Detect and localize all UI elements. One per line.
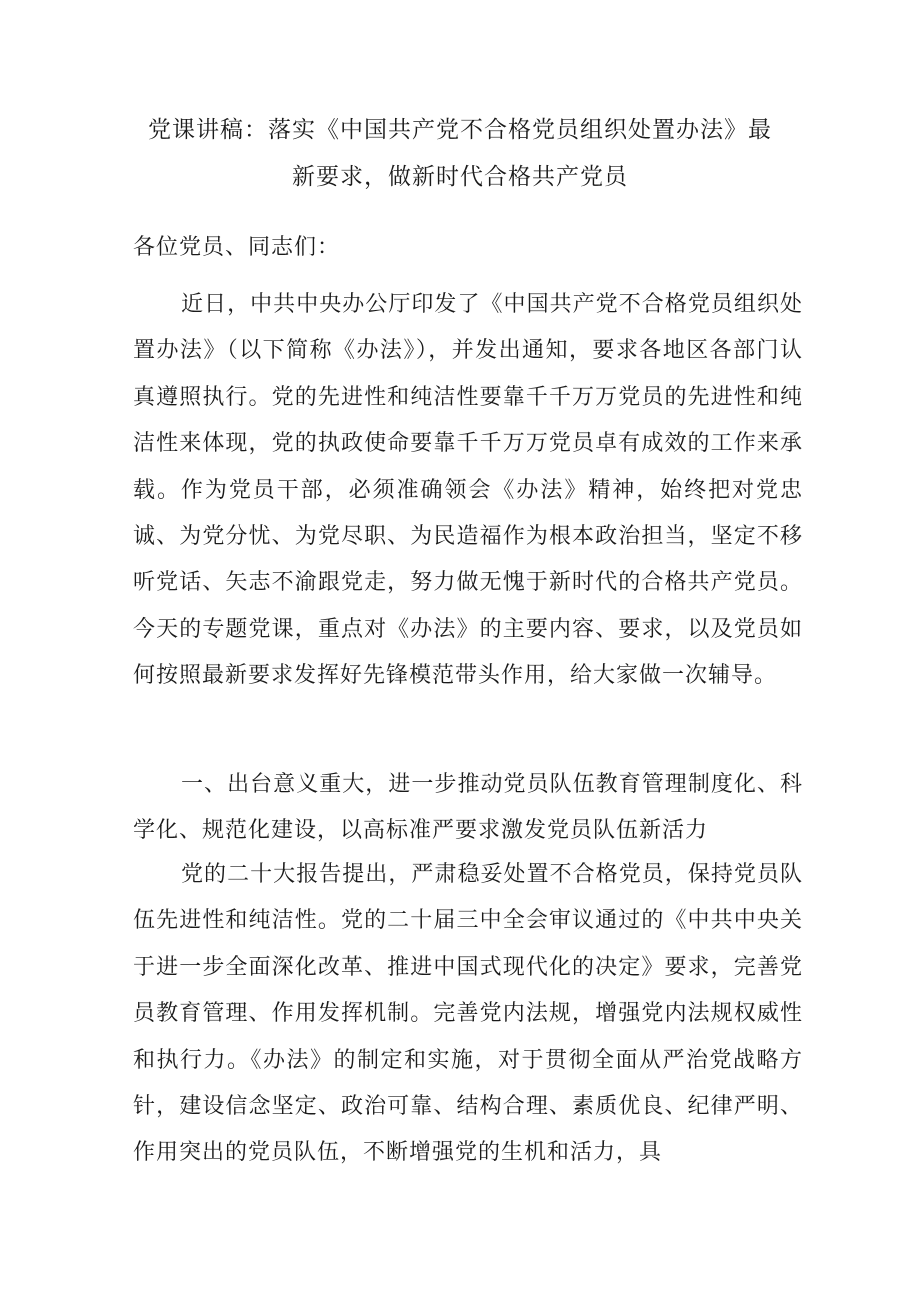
document-title-line-1: 党课讲稿：落实《中国共产党不合格党员组织处置办法》最 — [148, 117, 772, 143]
greeting: 各位党员、同志们： — [133, 235, 341, 260]
section-heading-1: 一、出台意义重大，进一步推动党员队伍教育管理制度化、科学化、规范化建设，以高标准严要求激发党员队伍新活力 — [133, 772, 803, 844]
paragraph-section-1: 党的二十大报告提出，严肃稳妥处置不合格党员，保持党员队伍先进性和纯洁性。党的二十届三中全会审议通过的《中共中央关于进一步全面深化改革、推进中国式现代化的决定》要求，完善党员教育管理、作用发挥机制。完善党内法规，增强党内法规权威性和执行力。《办法》的制定和实施，对于贯彻全面从严治党战略方针，建设信念坚定、政治可靠、结构合理、素质优良、纪律严明、作用突出的党员队伍，不断增强党的生机和活力，具 — [133, 862, 803, 1166]
paragraph-intro: 近日，中共中央办公厅印发了《中国共产党不合格党员组织处置办法》（以下简称《办法》），并发出通知，要求各地区各部门认真遵照执行。党的先进性和纯洁性要靠千千万万党员的先进性和纯洁性来体现，党的执政使命要靠千千万万党员卓有成效的工作来承载。作为党员干部，必须准确领会《办法》精神，始终把对党忠诚、为党分忧、为党尽职、为民造福作为根本政治担当，坚定不移听党话、矢志不渝跟党走，努力做无愧于新时代的合格共产党员。今天的专题党课，重点对《办法》的主要内容、要求，以及党员如何按照最新要求发挥好先锋模范带头作用，给大家做一次辅导。 — [133, 292, 803, 689]
document-title-line-2: 新要求，做新时代合格共产党员 — [292, 164, 628, 190]
